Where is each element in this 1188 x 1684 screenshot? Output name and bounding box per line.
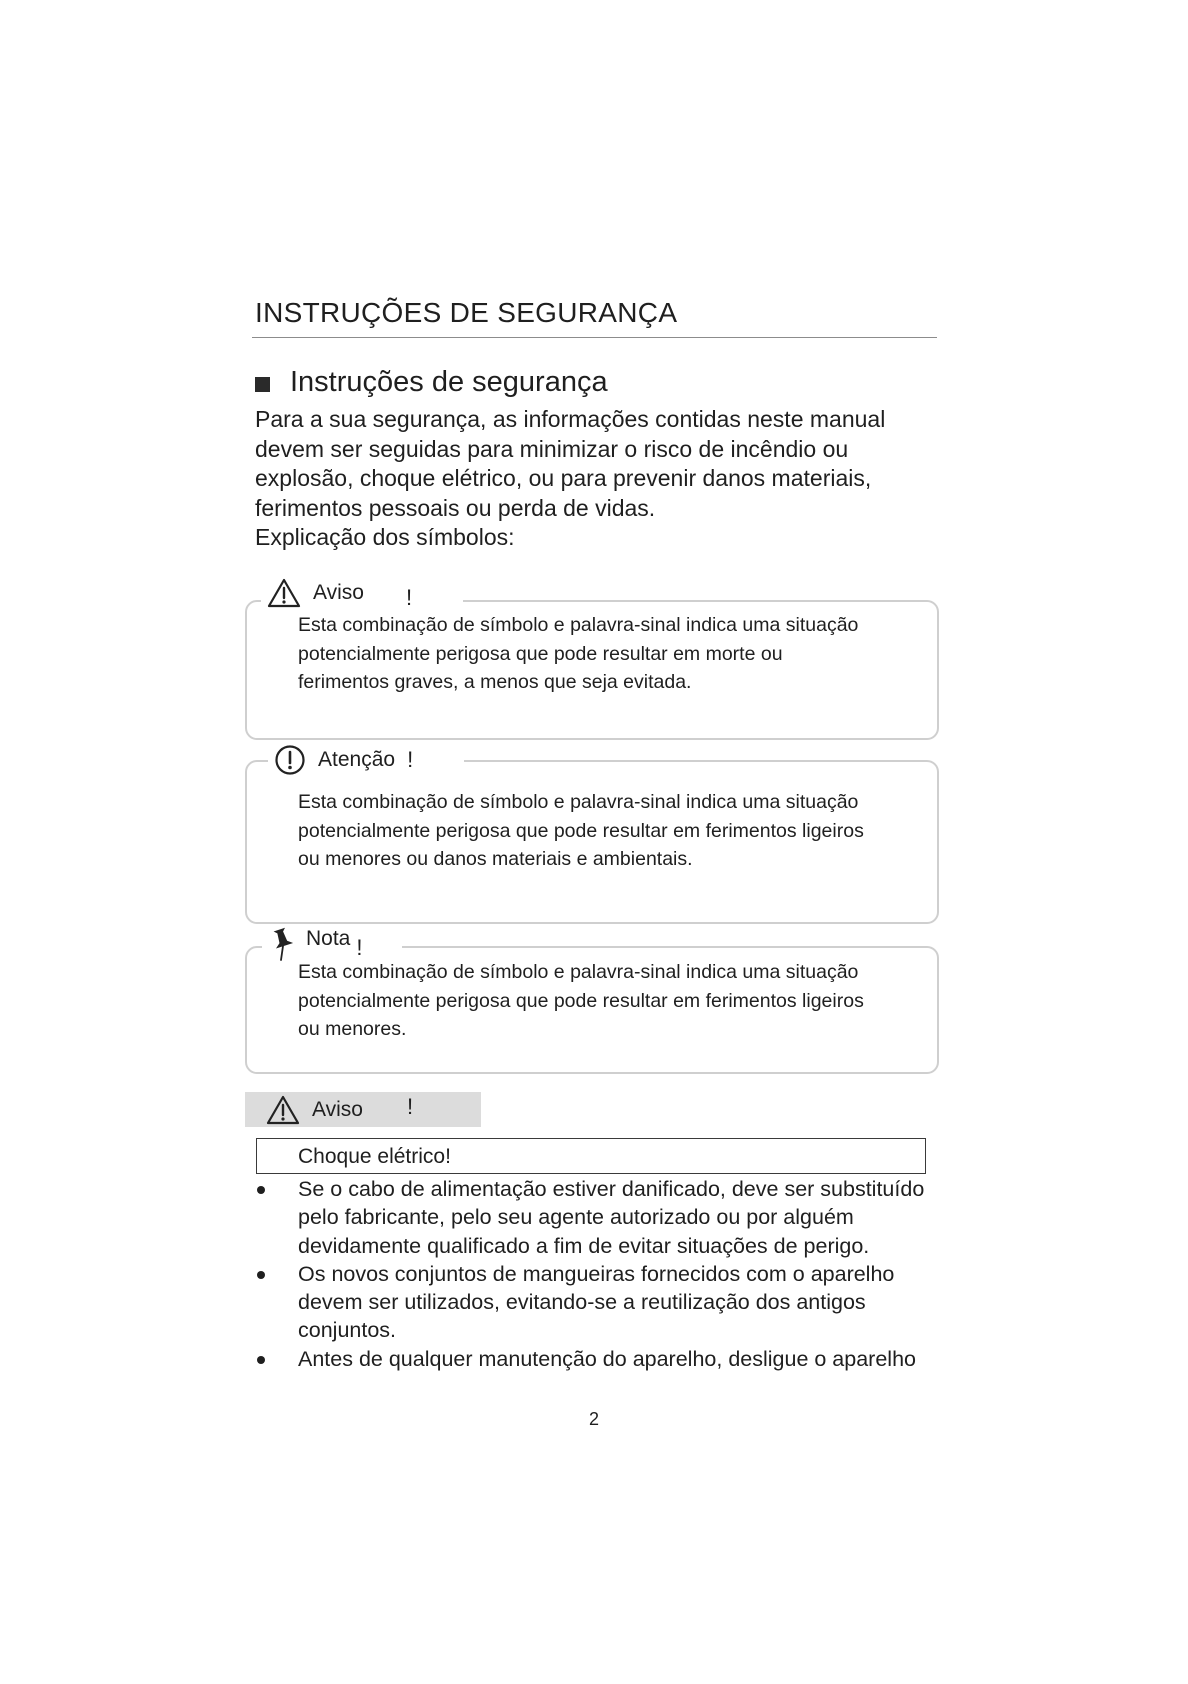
atencao-mark: !	[407, 747, 414, 772]
bullet-icon	[257, 1186, 265, 1194]
title-divider	[252, 337, 937, 338]
intro-line: Para a sua segurança, as informações contidas neste manual	[255, 406, 886, 432]
intro-line: ferimentos pessoais ou perda de vidas.	[255, 494, 656, 521]
exclamation-circle-icon	[274, 744, 306, 776]
atencao-line: ou menores ou danos materiais e ambientais.	[298, 848, 693, 870]
warning-triangle-icon	[267, 578, 301, 608]
symbols-explanation-label: Explicação dos símbolos:	[255, 524, 515, 550]
intro-line: explosão, choque elétrico, ou para prevenir danos materiais,	[255, 465, 872, 491]
page-number: 2	[588, 1409, 599, 1429]
section-heading	[255, 366, 608, 399]
list-item-text: Antes de qualquer manutenção do aparelho, desligue o aparelho	[298, 1346, 916, 1371]
aviso-label	[261, 576, 463, 610]
nota-description	[298, 958, 918, 1044]
aviso-bar-word: Aviso	[312, 1097, 363, 1121]
shock-title: Choque elétrico!	[298, 1145, 451, 1168]
atencao-line: potencialmente perigosa que pode resultar em ferimentos ligeiros	[298, 819, 864, 842]
nota-line: ou menores.	[298, 1018, 407, 1040]
bullet-icon	[257, 1356, 265, 1364]
intro-line: devem ser seguidas para minimizar o risco de incêndio ou	[255, 435, 849, 462]
aviso-description	[298, 611, 918, 697]
aviso-word: Aviso	[313, 581, 364, 604]
nota-mark: !	[356, 935, 363, 960]
aviso-bar-mark: !	[406, 1093, 414, 1119]
nota-line: Esta combinação de símbolo e palavra-sinal indica uma situação	[298, 961, 859, 983]
aviso-line: Esta combinação de símbolo e palavra-sinal indica uma situação	[298, 614, 859, 636]
atencao-line: Esta combinação de símbolo e palavra-sinal indica uma situação	[298, 791, 859, 813]
list-item	[255, 1345, 945, 1373]
list-item-text: Se o cabo de alimentação estiver danificado, deve ser substituído pelo fabricante, pelo seu agente autorizado ou por alguém devidamente qualificado a fim de evitar situações de perigo.	[298, 1177, 925, 1258]
list-item-text: Os novos conjuntos de mangueiras fornecidos com o aparelho devem ser utilizados, evitando-se a reutilização dos antigos conjuntos.	[298, 1261, 895, 1343]
intro-paragraph	[255, 405, 935, 553]
nota-word: Nota	[306, 927, 351, 950]
list-item	[255, 1260, 945, 1345]
aviso-line: ferimentos graves, a menos que seja evitada.	[298, 671, 692, 693]
atencao-label	[268, 743, 464, 777]
section-title: Instruções de segurança	[290, 366, 608, 398]
bullet-icon	[257, 1271, 265, 1279]
page-title: INSTRUÇÕES DE SEGURANÇA	[255, 297, 678, 328]
aviso-line: potencialmente perigosa que pode resultar em morte ou	[298, 642, 783, 665]
atencao-word: Atenção	[318, 748, 396, 771]
aviso-bar-label	[266, 1092, 413, 1127]
list-item	[255, 1175, 945, 1260]
nota-line: potencialmente perigosa que pode resultar em ferimentos ligeiros	[298, 989, 864, 1012]
aviso-mark: !	[405, 585, 413, 610]
square-bullet-icon	[255, 377, 270, 392]
warning-bullet-list	[255, 1175, 945, 1373]
atencao-description	[298, 788, 918, 874]
warning-triangle-icon	[266, 1095, 300, 1125]
pushpin-icon	[268, 926, 298, 962]
